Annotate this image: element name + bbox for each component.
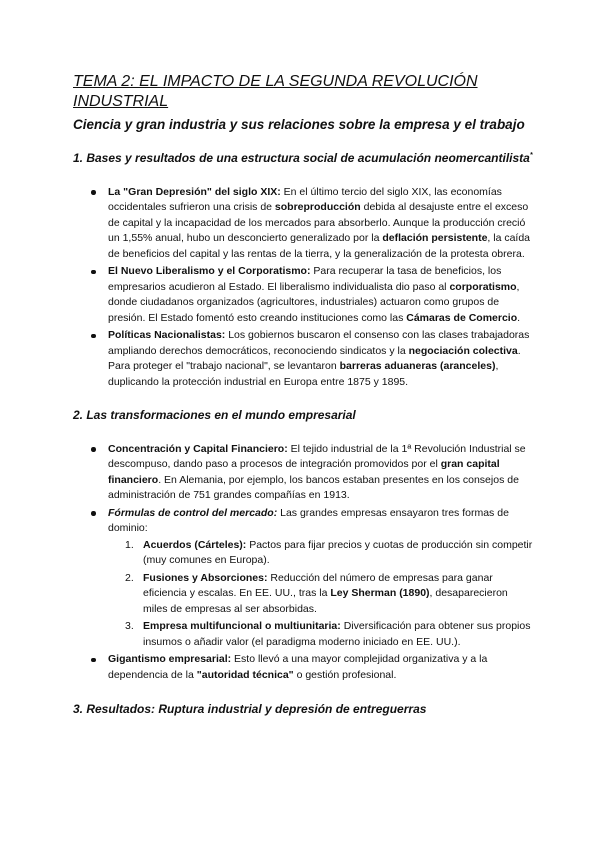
item-term: El Nuevo Liberalismo y el Corporatismo: [108, 265, 311, 277]
item-text: debida al desajuste entre el exceso de capital y la incapacidad de los mercados para absorberlo. Aunque la producción creció un 1,55% anual, hubo un desconcierto generalizado por la [108, 201, 529, 244]
item-text: . En Alemania, por ejemplo, los bancos estaban presentes en los consejos de administración de 751 grandes compañías en 1913. [108, 473, 519, 501]
item-emphasis: Cámaras de Comercio [406, 311, 518, 324]
item-emphasis: barreras aduaneras (aranceles) [339, 360, 496, 372]
item-text: Pactos para fijar precios y cuotas de producción sin competir (muy comunes en Europa). [143, 538, 533, 566]
item-emphasis: "autoridad técnica" [196, 668, 294, 681]
item-text: , donde ciudadanos organizados (agricultores, industriales) actuaron como grupos de presión. El Estado fomentó esto creando instituciones como las [108, 280, 520, 324]
item-term: Acuerdos (Cárteles): [143, 538, 247, 551]
item-term: Políticas Nacionalistas: [108, 329, 226, 341]
sub-list [108, 538, 533, 651]
item-emphasis: Ley Sherman (1890) [330, 587, 430, 599]
item-text: El tejido industrial de la 1ª Revolución Industrial se descompuso, dando paso a procesos de integración promovidos por el [108, 442, 526, 470]
item-text: . Para proteger el "trabajo nacional", se levantaron [108, 344, 521, 372]
sub-list-item [108, 538, 533, 569]
item-number: 1. [125, 538, 134, 551]
item-text: En el último tercio del siglo XIX, las economías occidentales sufrieron una crisis de [108, 185, 502, 213]
item-number: 3. [125, 620, 134, 632]
item-text: , la caída de beneficios del capital y las rentas de la tierra, y la generalización de la protesta obrera. [108, 232, 531, 260]
section-2-list [73, 442, 533, 684]
sub-list-item [108, 571, 533, 618]
list-item [73, 264, 533, 326]
list-item [73, 652, 533, 683]
item-text: Diversificación para obtener sus propios insumos o añadir valor (el paradigma moderno iniciado en EE. UU.). [143, 620, 531, 648]
item-term: Fusiones y Absorciones: [143, 571, 268, 584]
section-3-heading: 3. Resultados: Ruptura industrial y depresión de entreguerras [73, 702, 427, 716]
footnote-mark: * [529, 152, 533, 159]
sub-list-item [108, 619, 533, 650]
item-emphasis: negociación colectiva [408, 344, 518, 357]
document-title: TEMA 2: EL IMPACTO DE LA SEGUNDA REVOLUCIÓN INDUSTRIAL [73, 73, 478, 110]
list-item [73, 506, 533, 651]
section-1-heading-text: 1. Bases y resultados de una estructura social de acumulación neomercantilista [73, 151, 530, 165]
item-term: Empresa multifuncional o multiunitaria: [143, 620, 341, 632]
item-text: Para recuperar la tasa de beneficios, los empresarios acudieron al Estado. El liberalismo individualista dio paso al [108, 265, 502, 293]
item-text: , duplicando la protección industrial en Europa entre 1875 y 1895. [108, 360, 499, 388]
list-item [73, 442, 533, 504]
item-emphasis: sobreproducción [274, 201, 361, 213]
section-2-heading: 2. Las transformaciones en el mundo empresarial [73, 408, 356, 422]
list-item [73, 328, 533, 390]
item-term: Fórmulas de control del mercado: [108, 506, 278, 519]
list-item [73, 185, 533, 263]
item-text: . [517, 311, 521, 324]
item-term: La "Gran Depresión" del siglo XIX: [108, 185, 281, 198]
item-emphasis: gran capital financiero [108, 458, 500, 486]
item-emphasis: deflación persistente [382, 232, 488, 244]
item-text: o gestión profesional. [293, 668, 397, 681]
section-1-heading [73, 151, 533, 167]
document-page [73, 72, 533, 718]
item-term: Gigantismo empresarial: [108, 653, 232, 665]
item-term: Concentración y Capital Financiero: [108, 442, 288, 455]
item-text: Las grandes empresas ensayaron tres formas de dominio: [108, 506, 509, 534]
item-text: , desaparecieron miles de empresas al ser absorbidas. [143, 587, 508, 615]
document-subtitle: Ciencia y gran industria y sus relaciones sobre la empresa y el trabajo [73, 117, 525, 132]
section-1-list [73, 185, 533, 391]
item-text: Reducción del número de empresas para ganar eficiencia y escalas. En EE. UU., tras la [143, 571, 493, 599]
item-text: Esto llevó a una mayor complejidad organizativa y a la dependencia de la [108, 653, 488, 681]
item-text: Los gobiernos buscaron el consenso con las clases trabajadoras ampliando derechos democráticos, reconociendo sindicatos y la [108, 329, 530, 357]
item-number: 2. [125, 571, 134, 584]
item-emphasis: corporatismo [449, 280, 517, 293]
